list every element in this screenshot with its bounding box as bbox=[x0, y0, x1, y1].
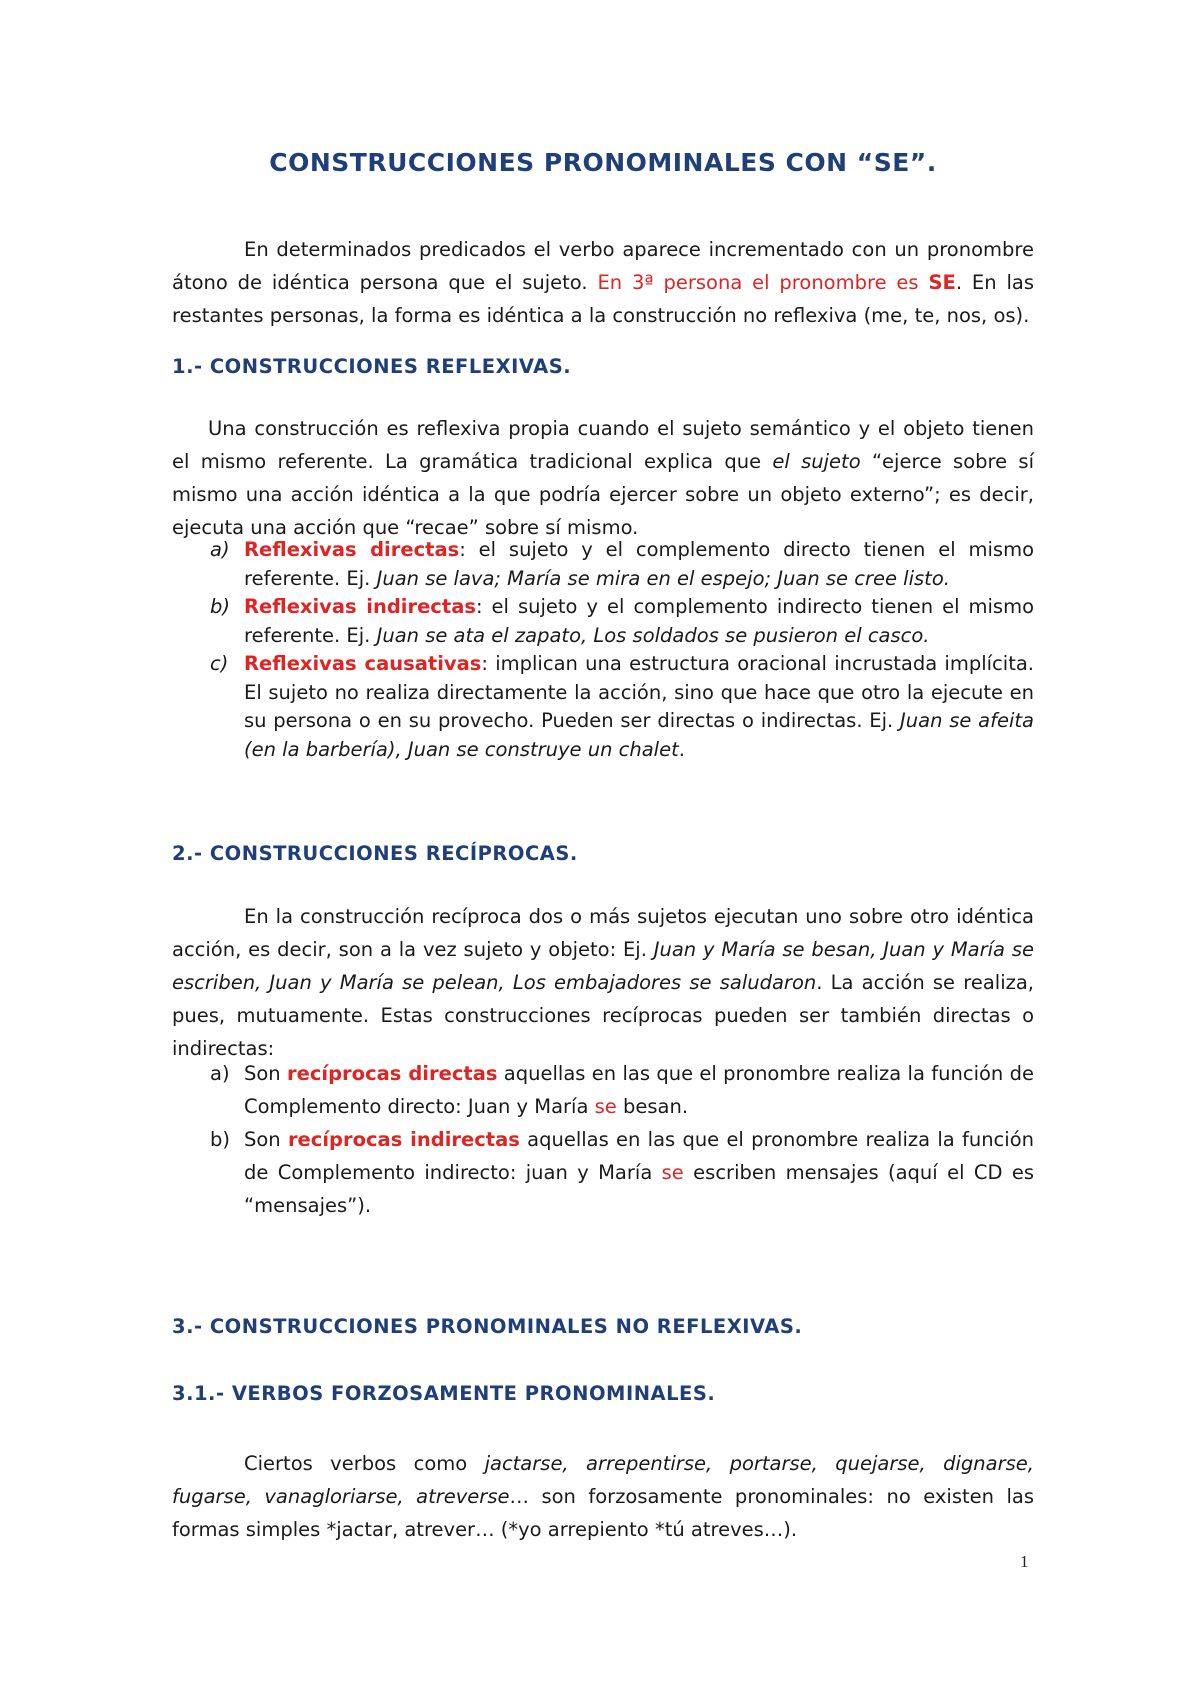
reflexive-list bbox=[172, 536, 1034, 764]
list-pre: Son bbox=[244, 1128, 288, 1151]
list-item bbox=[172, 650, 1034, 764]
list-example: Juan se lava; María se mira en el espejo; Juan se cree listo. bbox=[376, 566, 950, 590]
intro-text-end: . En las restantes personas, la forma es idéntica a la construcción no reflexiva (me, te, nos, os). bbox=[172, 271, 1034, 327]
list-text: : el sujeto y el complemento indirecto tienen el mismo referente. Ej. bbox=[244, 595, 1034, 647]
list-item bbox=[172, 536, 1034, 593]
section-1-heading: 1.- CONSTRUCCIONES REFLEXIVAS. bbox=[172, 355, 572, 378]
list-example: Juan se afeita (en la barbería), Juan se construye un chalet bbox=[244, 709, 1034, 761]
section-2-heading: 2.- CONSTRUCCIONES RECÍPROCAS. bbox=[172, 842, 578, 865]
page-number: 1 bbox=[1020, 1552, 1029, 1571]
list-end: escriben mensajes (aquí el CD es “mensajes”). bbox=[244, 1161, 1034, 1217]
section-2-paragraph bbox=[172, 900, 1034, 1065]
list-text: aquellas en las que el pronombre realiza la función de Complemento indirecto: juan y María bbox=[244, 1128, 1034, 1184]
list-text: aquellas en las que el pronombre realiza la función de Complemento directo: Juan y María bbox=[244, 1062, 1034, 1118]
list-text: : el sujeto y el complemento directo tienen el mismo referente. Ej. bbox=[244, 538, 1034, 590]
sec1-text: Una construcción es reflexiva propia cuando el sujeto semántico y el objeto tienen el mismo referente. La gramática tradicional explica que bbox=[172, 417, 1034, 473]
list-term: recíprocas directas bbox=[287, 1062, 498, 1085]
list-example: Juan se ata el zapato, Los soldados se pusieron el casco. bbox=[376, 623, 930, 647]
sec3-italic: jactarse, arrepentirse, portarse, quejarse, dignarse, fugarse, vanagloriarse, atreverse bbox=[172, 1452, 1034, 1508]
list-marker: c) bbox=[210, 652, 229, 675]
section-3-1-heading: 3.1.- VERBOS FORZOSAMENTE PRONOMINALES. bbox=[172, 1382, 716, 1405]
list-item bbox=[172, 1057, 1034, 1123]
intro-text: En determinados predicados el verbo aparece incrementado con un pronombre átono de idéntica persona que el sujeto. bbox=[172, 238, 1034, 294]
sec2-text: En la construcción recíproca dos o más sujetos ejecutan uno sobre otro idéntica acción, es decir, son a la vez sujeto y objeto: Ej. bbox=[172, 905, 1034, 961]
list-end: besan. bbox=[616, 1095, 689, 1118]
section-1-paragraph bbox=[172, 412, 1034, 544]
list-marker: a) bbox=[210, 1062, 230, 1085]
list-marker: b) bbox=[210, 595, 230, 618]
sec1-text-end: “ejerce sobre sí mismo una acción idéntica a la que podría ejercer sobre un objeto externo”; es decir, ejecuta una acción que “recae” sobre sí mismo. bbox=[172, 450, 1034, 539]
sec2-text-end: . La acción se realiza, pues, mutuamente. Estas construcciones recíprocas pueden ser también directas o indirectas: bbox=[172, 971, 1034, 1060]
list-term: Reflexivas indirectas bbox=[244, 595, 476, 618]
list-term: Reflexivas directas bbox=[244, 538, 460, 561]
list-marker: b) bbox=[210, 1128, 230, 1151]
list-marker: a) bbox=[210, 538, 230, 561]
section-3-heading: 3.- CONSTRUCCIONES PRONOMINALES NO REFLEXIVAS. bbox=[172, 1315, 803, 1338]
intro-se: SE bbox=[928, 271, 956, 294]
sec2-italic: Juan y María se besan, Juan y María se escriben, Juan y María se pelean, Los embajadores se saludaron bbox=[172, 938, 1034, 994]
list-text: : implican una estructura oracional incrustada implícita. El sujeto no realiza directamente la acción, sino que hace que otro la ejecute en su persona o en su provecho. Pueden ser directas o indirectas. Ej. bbox=[244, 652, 1034, 732]
list-se: se bbox=[661, 1161, 684, 1184]
reciprocal-list bbox=[172, 1057, 1034, 1222]
page-title: CONSTRUCCIONES PRONOMINALES CON “SE”. bbox=[269, 148, 937, 177]
section-3-paragraph bbox=[172, 1447, 1034, 1546]
sec3-text-end: … son forzosamente pronominales: no existen las formas simples *jactar, atrever… (*yo arrepiento *tú atreves…). bbox=[172, 1485, 1034, 1541]
list-se: se bbox=[594, 1095, 617, 1118]
intro-highlight: En 3ª persona el pronombre es bbox=[597, 271, 929, 294]
list-item bbox=[172, 1123, 1034, 1222]
list-after: . bbox=[678, 737, 685, 761]
sec1-italic: el sujeto bbox=[772, 450, 861, 473]
list-term: Reflexivas causativas bbox=[244, 652, 482, 675]
list-item bbox=[172, 593, 1034, 650]
intro-paragraph bbox=[172, 233, 1034, 332]
list-pre: Son bbox=[244, 1062, 288, 1085]
sec3-text: Ciertos verbos como bbox=[244, 1452, 485, 1475]
list-term: recíprocas indirectas bbox=[287, 1128, 520, 1151]
